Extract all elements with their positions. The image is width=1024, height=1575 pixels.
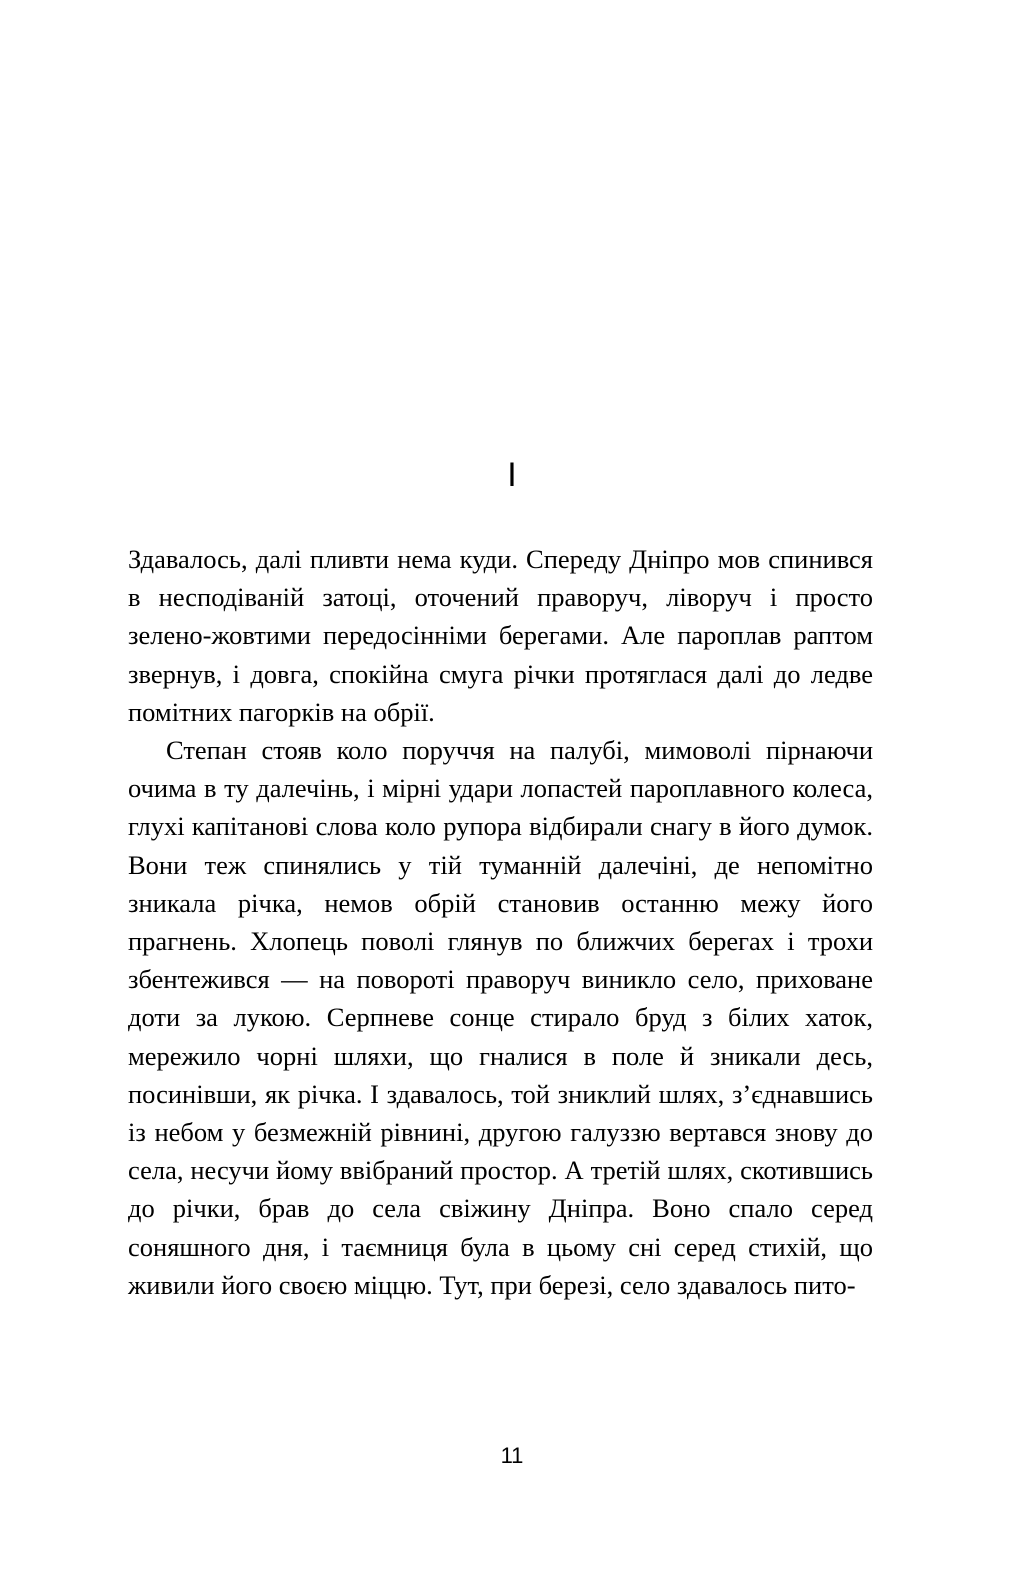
chapter-heading: I xyxy=(507,456,517,494)
page-number: 11 xyxy=(500,1443,524,1468)
paragraph: Здавалось, далі пливти нема куди. Спереду Дніпро мов спинився в несподіваній затоці, оточений праворуч, ліворуч і просто зелено-жовтими передосінніми берегами. Але пароплав раптом звернув, і довга, спокійна смуга річки протяглася далі до ледве помітних пагорків на обрії. xyxy=(128,544,873,727)
paragraph: Степан стояв коло поруччя на палубі, мимоволі пірнаючи очима в ту далечінь, і мірні удари лопастей пароплавного колеса, глухі капітанові слова коло рупора відбирали снагу в його думок. Вони теж спинялись у тій туманній далечіні, де непомітно зникала річка, немов обрій становив останню межу його прагнень. Хлопець поволі глянув по ближчих берегах і трохи збентежився — на повороті праворуч виникло село, приховане доти за лукою. Серпневе сонце стирало бруд з білих хаток, мережило чорні шляхи, що гналися в поле й зникали десь, посинівши, як річка. І здавалось, той зниклий шлях, з’єднавшись із небом у безмежній рівнині, другою галуззю вертався знову до села, несучи йому ввібраний простор. А третій шлях, скотившись до річки, брав до села свіжину Дніпра. Воно спало серед соняшного дня, і таємниця була в цьому сні серед стихій, що живили його своєю міццю. Тут, при березі, село здавалось пито- xyxy=(128,735,873,1300)
body-text xyxy=(128,540,873,1304)
